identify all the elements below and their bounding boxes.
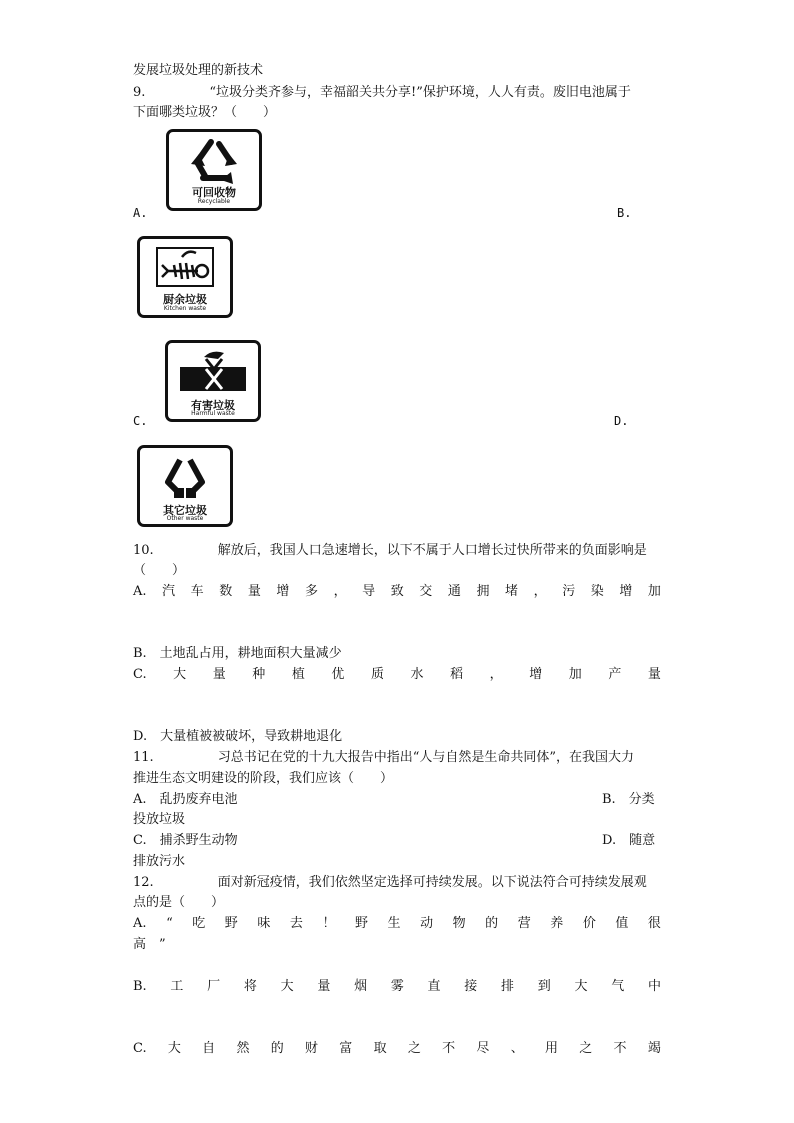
- sign-en-label: Other waste: [166, 515, 204, 522]
- q9-stem-line1: 9. “垃圾分类齐参与，幸福韶关共分享!”保护环境，人人有责。废旧电池属于: [133, 85, 631, 100]
- spaced-char: 汽: [162, 584, 176, 599]
- spaced-char: 大: [574, 979, 588, 994]
- spaced-char: ，: [533, 584, 547, 599]
- spaced-char: ！: [322, 916, 336, 931]
- q10-option-b[interactable]: B. 土地乱占用，耕地面积大量减少: [133, 646, 342, 661]
- spaced-char: 物: [452, 916, 466, 931]
- sign-recyclable[interactable]: [166, 129, 262, 211]
- q12-stem-line2: 点的是（ ）: [133, 895, 225, 910]
- q11-stem-line1: 11. 习总书记在党的十九大报告中指出“人与自然是生命共同体”，在我国大力: [133, 750, 634, 765]
- spaced-char: 量: [317, 979, 331, 994]
- spaced-char: 厂: [207, 979, 221, 994]
- q12-option-b[interactable]: [133, 978, 661, 996]
- q9-option-a-label: A.: [133, 206, 148, 220]
- spaced-char: 自: [202, 1041, 216, 1056]
- spaced-char: 之: [579, 1041, 593, 1056]
- sign-kitchen-waste[interactable]: [137, 236, 233, 318]
- spaced-char: 不: [613, 1041, 627, 1056]
- spaced-char: 竭: [647, 1041, 661, 1056]
- spaced-char: 大: [173, 667, 187, 682]
- q9-option-d-label: D.: [614, 414, 629, 428]
- q11-option-a[interactable]: A. 乱扔废弃电池: [133, 792, 238, 807]
- spaced-char: A.: [133, 584, 147, 599]
- spaced-char: 致: [390, 584, 404, 599]
- spaced-char: 尽: [476, 1041, 490, 1056]
- spaced-char: 动: [420, 916, 434, 931]
- q12-option-a-continued[interactable]: 高 ”: [133, 937, 166, 952]
- spaced-char: ，: [333, 584, 347, 599]
- sign-harmful-waste[interactable]: [165, 340, 261, 422]
- q11-stem-line2: 推进生态文明建设的阶段，我们应该（ ）: [133, 771, 394, 786]
- spaced-char: 通: [447, 584, 461, 599]
- q9-number: 9.: [133, 85, 146, 100]
- spaced-char: 增: [276, 584, 290, 599]
- q11-option-c[interactable]: C. 捕杀野生动物: [133, 833, 238, 848]
- sign-en-label: Harmful waste: [191, 410, 235, 417]
- spaced-char: 直: [427, 979, 441, 994]
- spaced-char: 很: [647, 916, 661, 931]
- spaced-char: 植: [291, 667, 305, 682]
- spaced-char: 之: [407, 1041, 421, 1056]
- spaced-char: 然: [236, 1041, 250, 1056]
- spaced-char: “: [166, 916, 173, 931]
- spaced-char: 用: [544, 1041, 558, 1056]
- spaced-char: 味: [257, 916, 271, 931]
- spaced-char: B.: [133, 979, 147, 994]
- spaced-char: 加: [647, 584, 661, 599]
- fishbone-icon: [140, 243, 230, 293]
- spaced-char: 野: [354, 916, 368, 931]
- spaced-char: 、: [510, 1041, 524, 1056]
- spaced-char: 野: [224, 916, 238, 931]
- q12-stem-line1: 12. 面对新冠疫情，我们依然坚定选择可持续发展。以下说法符合可持续发展观: [133, 875, 647, 890]
- spaced-char: 生: [387, 916, 401, 931]
- q9-option-b-label: B.: [617, 206, 632, 220]
- spaced-char: 接: [464, 979, 478, 994]
- q10-option-c[interactable]: [133, 666, 661, 684]
- q12-option-a[interactable]: [133, 915, 661, 933]
- spaced-char: 中: [647, 979, 661, 994]
- spaced-char: A.: [133, 916, 147, 931]
- spaced-char: C.: [133, 667, 147, 682]
- sign-en-label: Recyclable: [197, 198, 231, 205]
- spaced-char: 质: [370, 667, 384, 682]
- spaced-char: ，: [489, 667, 503, 682]
- sign-cn-label: 可回收物: [192, 186, 236, 199]
- spaced-char: 大: [280, 979, 294, 994]
- spaced-char: 去: [289, 916, 303, 931]
- spaced-char: C.: [133, 1041, 147, 1056]
- spaced-char: 种: [252, 667, 266, 682]
- spaced-char: 的: [485, 916, 499, 931]
- sign-cn-label: 厨余垃圾: [163, 293, 207, 306]
- q9-stem-line2: 下面哪类垃圾？（ ）: [133, 105, 277, 120]
- battery-cross-icon: [168, 343, 258, 397]
- spaced-char: 加: [568, 667, 582, 682]
- triangle-arrows-icon: [140, 448, 230, 502]
- spaced-char: 染: [590, 584, 604, 599]
- spaced-char: 数: [219, 584, 233, 599]
- spaced-char: 导: [362, 584, 376, 599]
- spaced-char: 量: [647, 667, 661, 682]
- spaced-char: 增: [529, 667, 543, 682]
- sign-cn-label: 其它垃圾: [163, 504, 207, 517]
- q11-number: 11.: [133, 750, 154, 765]
- spaced-char: 水: [410, 667, 424, 682]
- q10-option-d[interactable]: D. 大量植被被破坏，导致耕地退化: [133, 729, 343, 744]
- spaced-char: 营: [517, 916, 531, 931]
- spaced-char: 吃: [192, 916, 206, 931]
- spaced-char: 价: [582, 916, 596, 931]
- spaced-char: 气: [611, 979, 625, 994]
- section-title: 发展垃圾处理的新技术: [133, 63, 264, 78]
- spaced-char: 的: [270, 1041, 284, 1056]
- q11-option-b-continued[interactable]: 投放垃圾: [133, 812, 186, 827]
- q10-stem-line1: 10. 解放后，我国人口急速增长，以下不属于人口增长过快所带来的负面影响是: [133, 543, 647, 558]
- q11-option-d-continued[interactable]: 排放污水: [133, 854, 186, 869]
- spaced-char: 量: [247, 584, 261, 599]
- spaced-char: 堵: [505, 584, 519, 599]
- spaced-char: 优: [331, 667, 345, 682]
- spaced-char: 养: [550, 916, 564, 931]
- spaced-char: 多: [304, 584, 318, 599]
- spaced-char: 值: [615, 916, 629, 931]
- sign-en-label: Kitchen waste: [163, 305, 207, 312]
- spaced-char: 稻: [450, 667, 464, 682]
- q9-option-c-label: C.: [133, 414, 148, 428]
- spaced-char: 到: [537, 979, 551, 994]
- spaced-char: 产: [608, 667, 622, 682]
- spaced-char: 量: [212, 667, 226, 682]
- spaced-char: 增: [619, 584, 633, 599]
- sign-cn-label: 有害垃圾: [191, 399, 235, 412]
- spaced-char: 排: [501, 979, 515, 994]
- spaced-char: 工: [170, 979, 184, 994]
- spaced-char: 不: [442, 1041, 456, 1056]
- spaced-char: 取: [373, 1041, 387, 1056]
- q10-number: 10.: [133, 543, 154, 558]
- q11-option-d[interactable]: D. 随意: [602, 833, 656, 848]
- sign-other-waste[interactable]: [137, 445, 233, 527]
- spaced-char: 污: [562, 584, 576, 599]
- spaced-char: 雾: [390, 979, 404, 994]
- spaced-char: 车: [190, 584, 204, 599]
- spaced-char: 富: [339, 1041, 353, 1056]
- q12-option-c[interactable]: [133, 1040, 661, 1058]
- spaced-char: 交: [419, 584, 433, 599]
- spaced-char: 大: [167, 1041, 181, 1056]
- spaced-char: 烟: [354, 979, 368, 994]
- q11-option-b[interactable]: B. 分类: [602, 792, 655, 807]
- q10-stem-line2: （ ）: [133, 563, 186, 578]
- spaced-char: 财: [305, 1041, 319, 1056]
- q12-number: 12.: [133, 875, 154, 890]
- spaced-char: 拥: [476, 584, 490, 599]
- spaced-char: 将: [243, 979, 257, 994]
- q10-option-a[interactable]: [133, 583, 661, 601]
